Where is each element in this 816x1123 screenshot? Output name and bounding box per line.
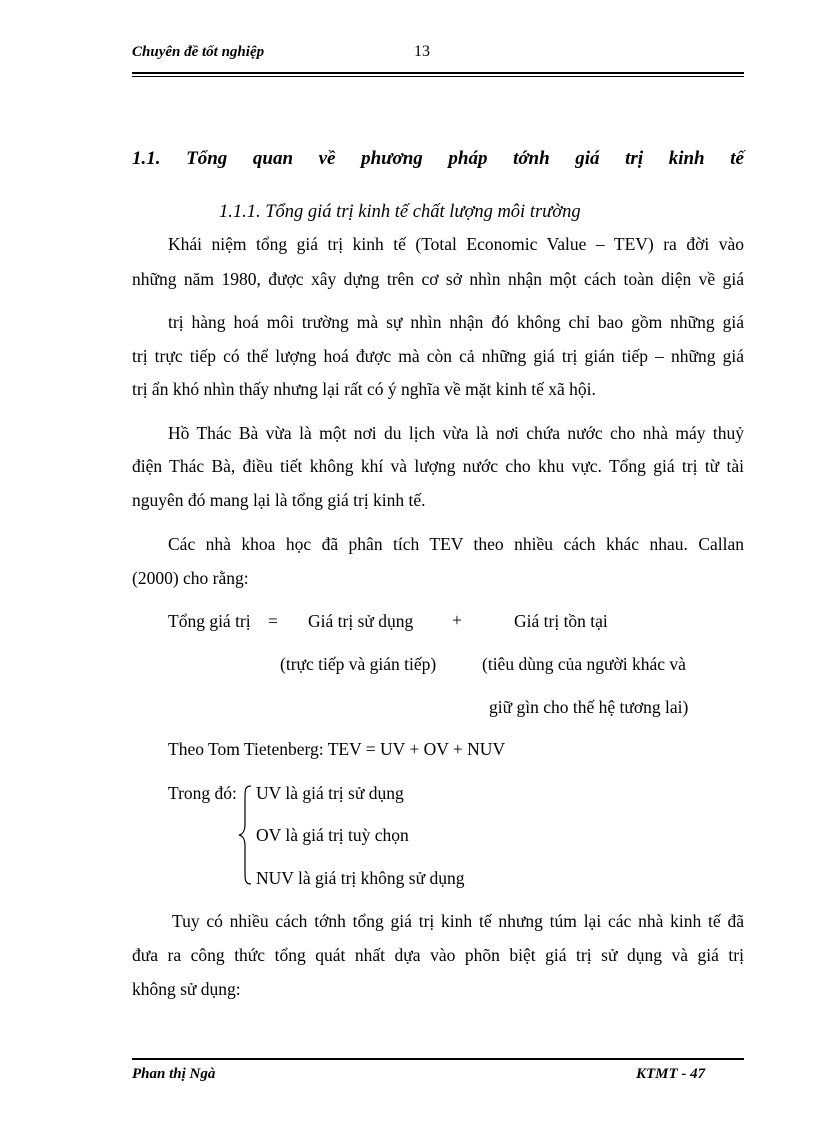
heading-word: tớnh <box>513 148 550 169</box>
p1-line-2: những năm 1980, được xây dựng trên cơ sở nhìn nhận một cách toàn diện về giá <box>132 269 744 289</box>
p2-line-3: nguyên đó mang lại là tổng giá trị kinh tế. <box>132 490 426 510</box>
p1-line-3: trị hàng hoá môi trường mà sự nhìn nhận đó không chỉ bao gồm những giá <box>168 312 744 332</box>
footer-rule <box>132 1058 744 1060</box>
p1-line-4: trị trực tiếp có thể lượng hoá được mà còn cả những giá trị gián tiếp – những giá <box>132 346 744 366</box>
section-number: 1.1. <box>132 148 161 169</box>
heading-word: kinh <box>668 148 705 169</box>
header-title: Chuyên đề tốt nghiệp <box>132 44 265 60</box>
formula-equals: = <box>268 611 278 631</box>
section-heading <box>132 148 744 170</box>
left-brace-icon <box>236 784 254 886</box>
footer-author: Phan thị Ngà <box>132 1066 216 1082</box>
header-rule-thin <box>132 76 744 77</box>
final-line-2: đưa ra công thức tổng quát nhất dựa vào phõn biệt giá trị sử dụng và giá trị <box>132 945 744 965</box>
subheading: 1.1.1. Tổng giá trị kinh tế chất lượng môi trường <box>219 202 581 222</box>
footer-class: KTMT - 47 <box>636 1066 706 1082</box>
p3-line-2: (2000) cho rằng: <box>132 568 249 588</box>
p1-line-5: trị ẩn khó nhìn thấy nhưng lại rất có ý nghĩa về mặt kinh tế xã hội. <box>132 379 596 399</box>
formula-term-use-value: Giá trị sử dụng <box>308 611 414 631</box>
heading-word: giá <box>575 148 600 169</box>
formula-note-direct-indirect: (trực tiếp và gián tiếp) <box>280 654 437 674</box>
heading-word: Tổng <box>186 148 228 169</box>
definition-ov: OV là giá trị tuỳ chọn <box>256 825 409 845</box>
formula-plus: + <box>452 610 462 630</box>
p2-line-1: Hồ Thác Bà vừa là một nơi du lịch vừa là nơi chứa nước cho nhà máy thuỷ <box>168 423 744 443</box>
formula-note-others-line-1: (tiêu dùng của người khác và <box>482 654 686 674</box>
heading-word: về <box>318 148 336 169</box>
definition-uv: UV là giá trị sử dụng <box>256 783 404 803</box>
final-line-1: Tuy có nhiều cách tớnh tổng giá trị kinh tế nhưng túm lại các nhà kinh tế đã <box>172 911 744 931</box>
formula-note-others-line-2: giữ gìn cho thế hệ tương lai) <box>489 697 689 717</box>
p1-line-1: Khái niệm tổng giá trị kinh tế (Total Economic Value – TEV) ra đời vào <box>168 234 744 254</box>
formula-lhs: Tổng giá trị <box>168 611 251 631</box>
heading-word: phương <box>361 148 423 169</box>
p2-line-2: điện Thác Bà, điều tiết không khí và lượng nước cho khu vực. Tổng giá trị từ tài <box>132 456 744 476</box>
heading-word: tế <box>730 148 744 169</box>
heading-word: quan <box>252 148 294 169</box>
final-line-3: không sử dụng: <box>132 979 241 999</box>
header-rule-thick <box>132 72 744 74</box>
formula-term-existence-value: Giá trị tồn tại <box>514 611 608 631</box>
heading-word: trị <box>625 148 644 169</box>
page-number: 13 <box>414 43 430 60</box>
p3-line-1: Các nhà khoa học đã phân tích TEV theo nhiều cách khác nhau. Callan <box>168 534 744 554</box>
definitions-label: Trong đó: <box>168 783 237 803</box>
heading-word: pháp <box>448 148 488 169</box>
formula-tietenberg: Theo Tom Tietenberg: TEV = UV + OV + NUV <box>168 739 506 759</box>
definition-nuv: NUV là giá trị không sử dụng <box>256 868 465 888</box>
